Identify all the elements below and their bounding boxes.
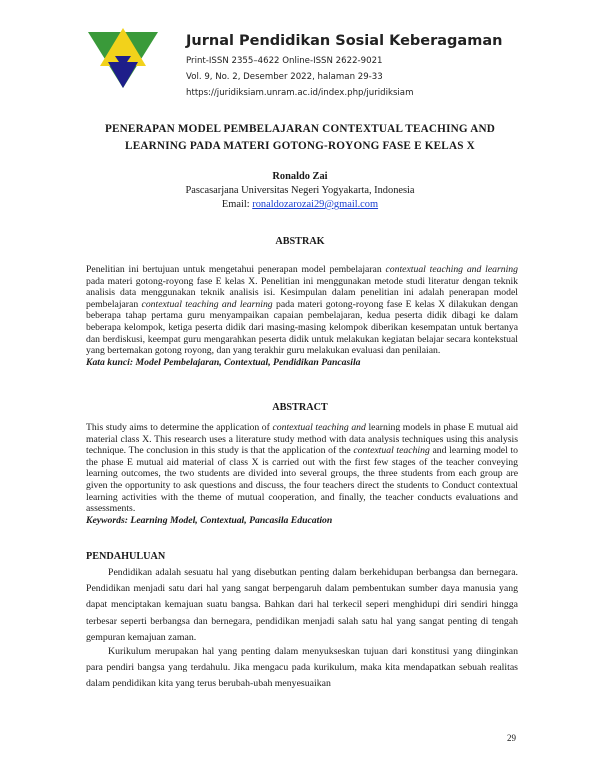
intro-heading: PENDAHULUAN	[86, 551, 166, 562]
abstract-text-1: This study aims to determine the application of	[86, 422, 273, 433]
abstrak-term-1: contextual teaching and learning	[385, 264, 518, 275]
intro-p1-text: Pendidikan adalah sesuatu hal yang disebutkan penting dalam berkehidupan berbangsa dan bernegara. Pendidikan menjadi satu dari hal yang sangat berpengaruh dalam pembentukan sumber daya manusia yang dapat menciptakan kemajuan suatu bangsa. Bahkan dari hal terkecil seperi menghidupi diri sendiri hingga terbesar seperti berbangsa dan bernegara, pendidikan menjadi salah satu hal yang sangat penting di tengah gempuran kemajuan zaman.	[86, 567, 518, 643]
abstrak-text-2: pada materi gotong-royong fase E kelas X. Penelitian ini menggunakan metode studi literatur dengan teknik analisis data menggunakan teknik analisis isi. Kesimpulan dalam penelitian ini adalah penerapan model pembelajaran	[86, 275, 518, 310]
paper-title-line-1: PENERAPAN MODEL PEMBELAJARAN CONTEXTUAL TEACHING AND	[104, 123, 496, 135]
abstract-term-2: contextual teaching	[353, 445, 430, 457]
paper-title-line-2: LEARNING PADA MATERI GOTONG-ROYONG FASE E KELAS X	[125, 140, 475, 152]
author-email	[0, 199, 600, 210]
page-number: 29	[507, 733, 516, 743]
abstract-text-3: and learning model to the phase E mutual aid material of class X is carried out with the first few stages of the teacher conveying learning outcomes, the two students are divided into several groups, the three students from each group are given the opportunity to ask questions and discuss, the four teachers direct the students to Conduct contextual learning activities with the theme of mutual cooperation, and finally, the teacher conducts evaluations and assessments.	[86, 445, 518, 515]
abstract-body	[86, 422, 518, 526]
abstract-term-1: contextual teaching and	[272, 422, 366, 433]
abstrak-text-1: Penelitian ini bertujuan untuk mengetahui penerapan model pembelajaran	[86, 264, 386, 275]
abstrak-body	[86, 264, 518, 368]
journal-volume: Vol. 9, No. 2, Desember 2022, halaman 29-33	[186, 72, 383, 82]
journal-logo	[86, 26, 160, 90]
abstrak-term-2: contextual teaching and learning	[141, 298, 273, 310]
email-label: Email:	[221, 199, 253, 210]
intro-paragraph-1	[86, 565, 518, 646]
author-name: Ronaldo Zai	[272, 171, 328, 182]
abstrak-text-3: pada materi gotong-royong fase E kelas X dilakukan dengan beberapa tahap pertama guru menyampaikan capaian pembelajaran, kedua peserta didik dibagi ke dalam beberapa kelompok, ketiga peserta didik dari masing-masing kelompok diberikan kesempatan untuk bertanya dan berdiskusi, keempat guru mengarahkan peserta didik untuk melakukan kegiatan belajar secara kontekstual yang bertemakan gotong royong, dan yang terakhir guru melakukan evaluasi dan penilaian.	[86, 298, 518, 357]
journal-header	[0, 0, 600, 100]
author-affiliation: Pascasarjana Universitas Negeri Yogyakarta, Indonesia	[185, 185, 415, 196]
abstract-keywords: Keywords: Learning Model, Contextual, Pancasila Education	[86, 514, 333, 526]
journal-title: Jurnal Pendidikan Sosial Keberagaman	[186, 33, 503, 49]
abstract-heading: ABSTRACT	[272, 402, 328, 413]
journal-issn: Print-ISSN 2355–4622 Online-ISSN 2622-9021	[186, 56, 383, 66]
email-link[interactable]: ronaldozarozai29@gmail.com	[252, 199, 379, 210]
journal-url[interactable]: https://juridiksiam.unram.ac.id/index.php/juridiksiam	[186, 88, 414, 98]
intro-paragraph-2	[86, 644, 518, 693]
abstrak-keywords: Kata kunci: Model Pembelajaran, Contextual, Pendidikan Pancasila	[86, 356, 361, 368]
abstrak-heading: ABSTRAK	[275, 236, 325, 247]
intro-p2-text: Kurikulum merupakan hal yang penting dalam menyukseskan tujuan dari konstitusi yang diinginkan para pendiri bangsa yang terdahulu. Jika mengacu pada kurikulum, maka kita mendapatkan sebuah realitas dalam pendidikan kita yang terus berubah-ubah menyesuaikan	[86, 646, 518, 690]
abstract-text-2: learning models in phase E mutual aid material class X. This research uses a literature study method with data analysis techniques using this analysis technique. The conclusion in this study is that the application of the	[86, 422, 518, 457]
